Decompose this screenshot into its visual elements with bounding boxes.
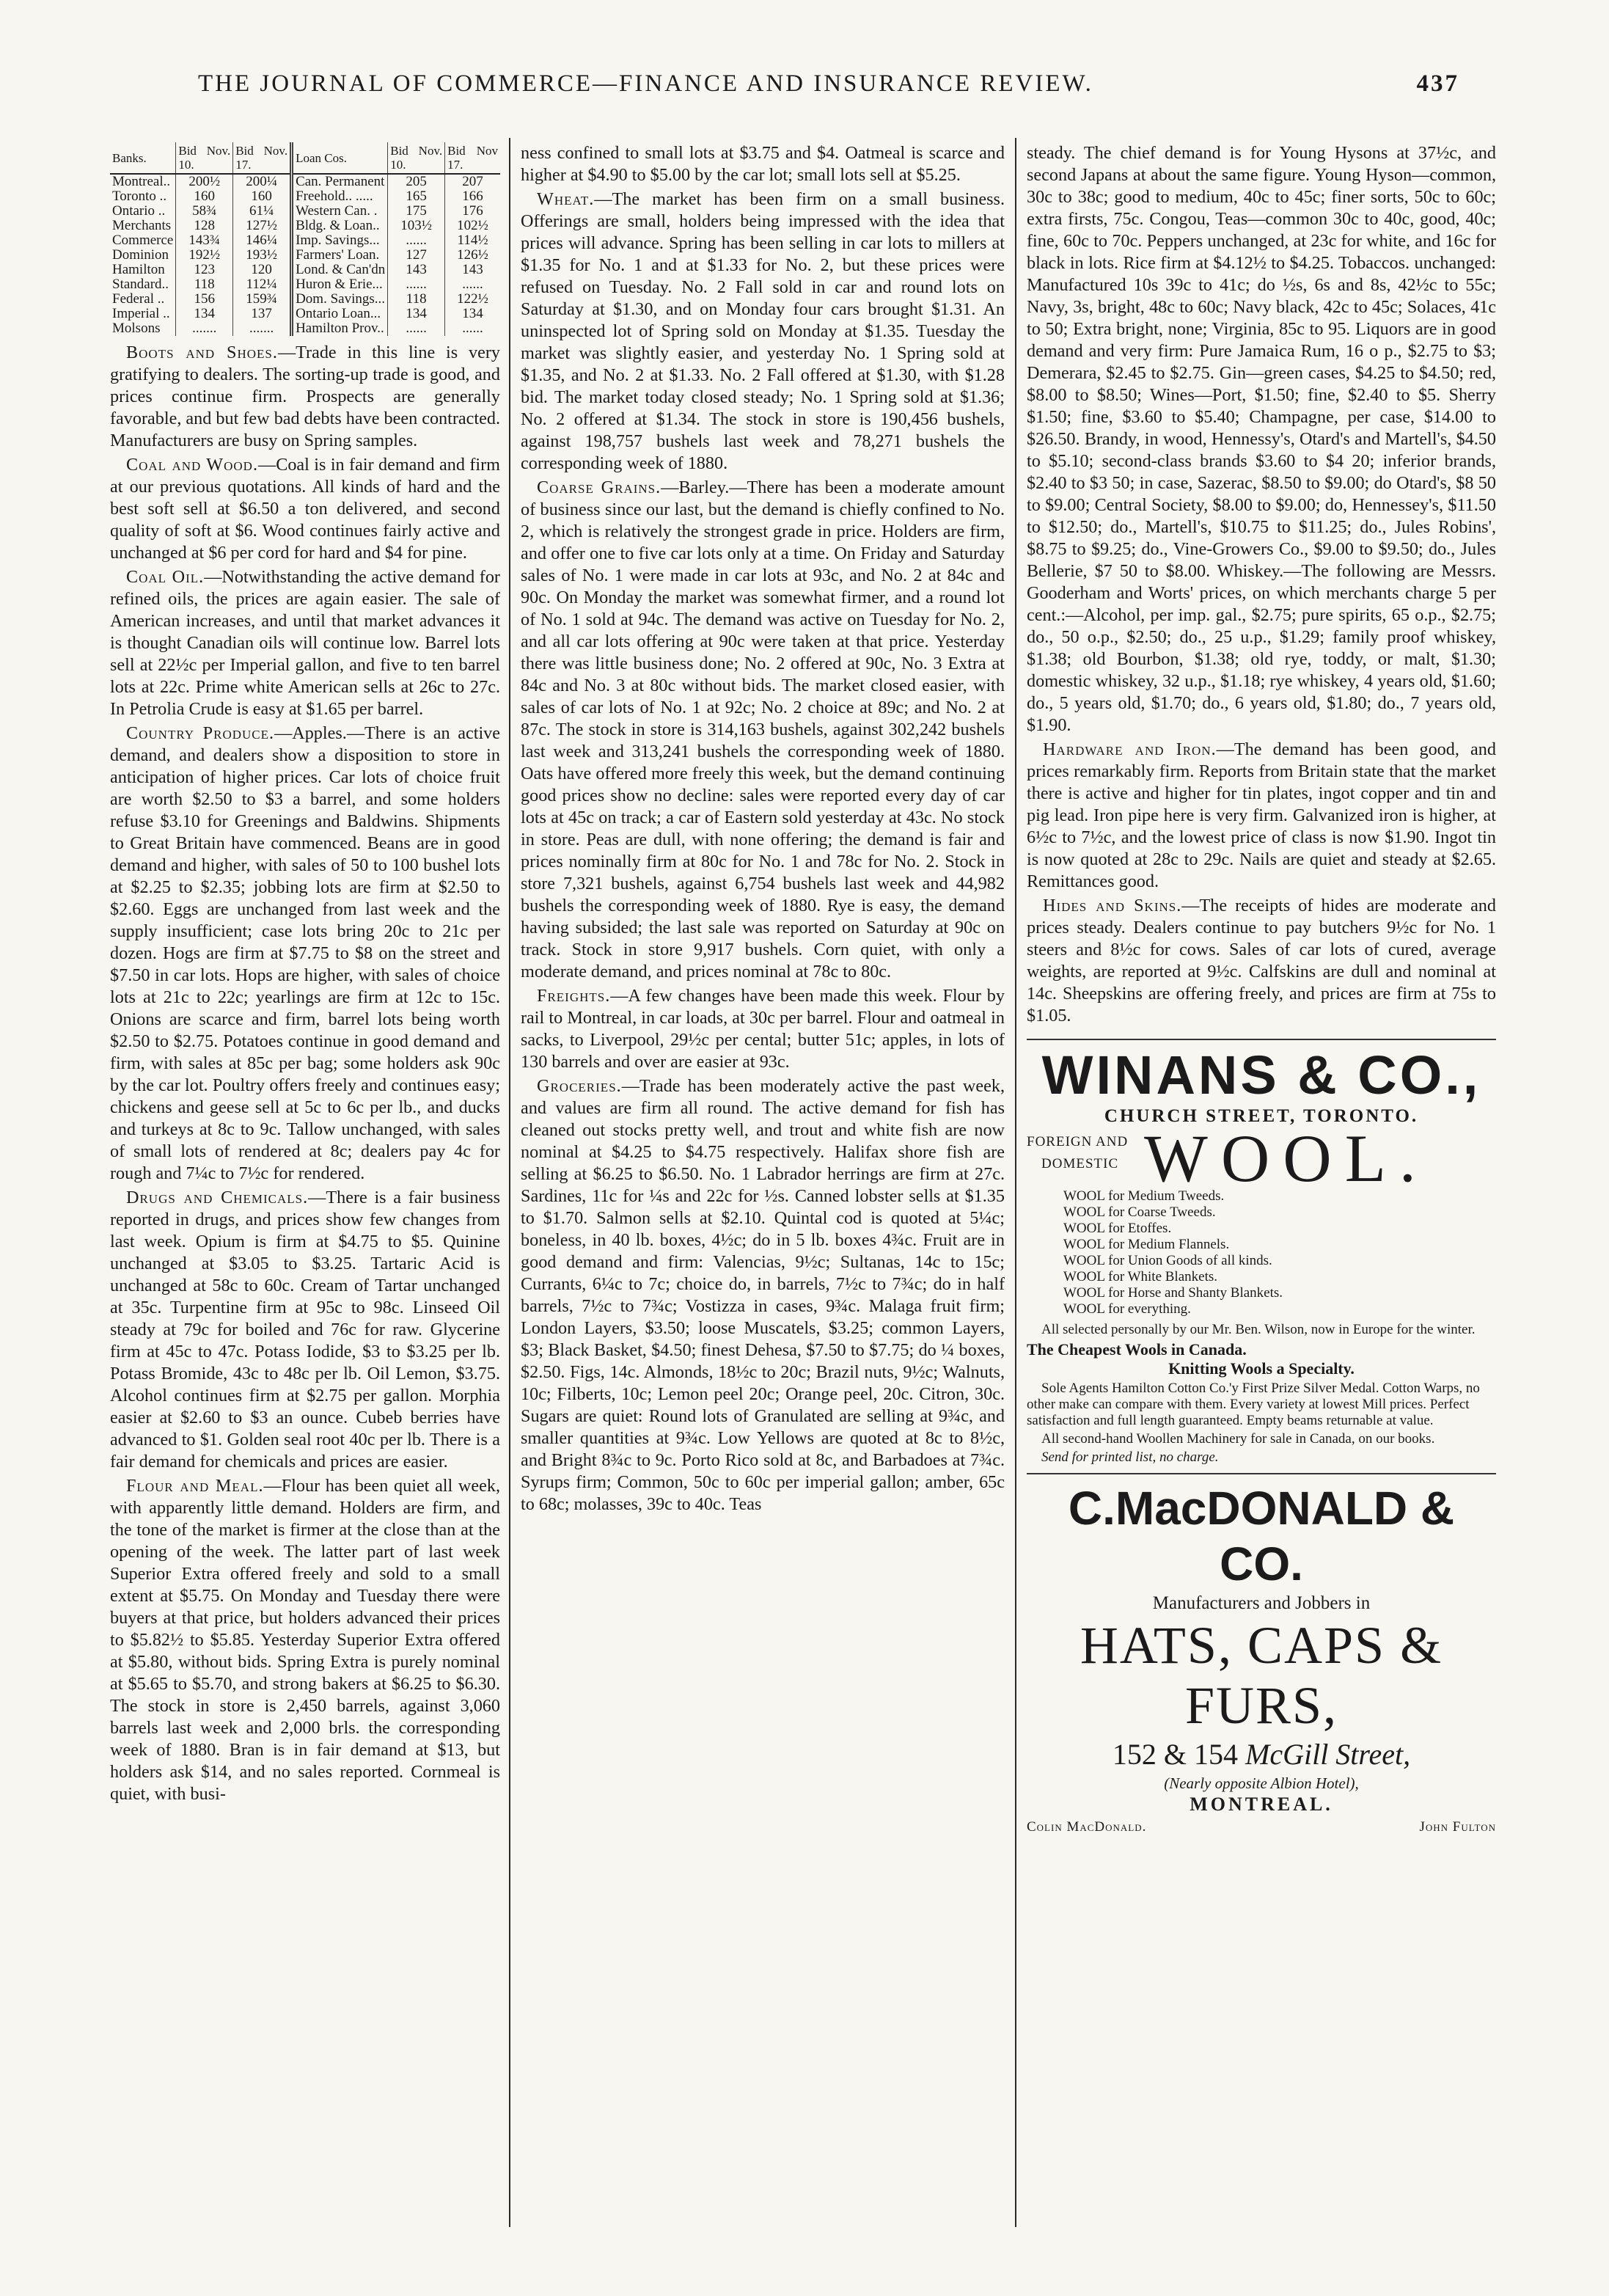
ad-agents: Sole Agents Hamilton Cotton Co.'y First Prize Silver Medal. Cotton Warps, no other make can compare with them. Every variety at lowest Mill prices. Perfect satisfaction and full length guaranteed. Empty beams returnable at value. [1027,1381,1480,1428]
table-cell: 134 [176,307,233,321]
table-cell: Huron & Erie... [292,277,388,292]
page-number: 437 [1416,70,1459,97]
table-cell: Dom. Savings... [292,292,388,307]
column-3 [1027,142,1496,2218]
wool-list [1063,1188,1496,1317]
table-cell: Dominion [112,247,169,263]
ad-street: CHURCH STREET, TORONTO. [1104,1106,1419,1126]
list-item: WOOL for Coarse Tweeds. [1063,1204,1216,1220]
winans-advertisement [1027,1039,1496,1466]
ad-address-number: 152 & 154 [1112,1738,1238,1771]
table-cell: Bldg. & Loan.. [292,219,388,233]
boots-shoes-paragraph: Boots and Shoes.—Trade in this line is very gratifying to dealers. The sorting-up trade is good, and prices continue firm. Prospects are generally favorable, and but few bad debts have been contracted. Manufacturers are busy on Spring samples. [110,343,500,450]
table-cell: 114½ [445,233,500,248]
journal-title: THE JOURNAL OF COMMERCE—FINANCE AND INSURANCE REVIEW. [198,70,1093,97]
table-cell: ....... [176,321,233,336]
drugs-chemicals-paragraph: Drugs and Chemicals.—There is a fair business reported in drugs, and prices show few changes from last week. Opium is firm at $4.75 to $5. Quinine unchanged at $3.05 to $3.25. Tartaric Acid is unchanged at 58c to 60c. Cream of Tartar unchanged at 35c. Turpentine firm at 95c to 98c. Linseed Oil steady at 79c for boiled and 76c for raw. Glycerine firm at 45c to 47c. Potass Iodide, $3 to $3.25 per lb. Potass Bromide, 43c to 48c per lb. Oil Lemon, $3.75. Alcohol continues firm at $2.75 per gallon. Morphia easier at $2.60 to $3 an ounce. Cubeb berries have advanced to $1. Golden seal root 40c per lb. There is a fair demand for chemicals and prices are easier. [110,1188,500,1471]
table-cell: 192½ [176,248,233,263]
col-header: Bid Nov. 10. [388,142,445,174]
ad-firm-name: C.MacDONALD & CO. [1068,1482,1455,1590]
column-2 [521,142,1005,2218]
hides-skins-paragraph: Hides and Skins.—The receipts of hides are moderate and prices steady. Dealers continue to pay butchers 9½c for No. 1 steers and 8½c for cows. Sales of car lots of cured, average weights, are reported at 9½c. Calfskins are dull and nominal at 14c. Sheepskins are offering freely, and prices are firm at 75s to $1.05. [1027,896,1496,1025]
table-cell: Can. Permanent [292,174,388,189]
table-cell: 123 [176,263,233,277]
table-cell: ...... [445,277,500,292]
table-row [110,189,500,204]
table-cell: 118 [176,277,233,292]
table-cell: Ontario Loan... [292,307,388,321]
table-cell: 127½ [233,219,292,233]
ad-cheapest: The Cheapest Wools in Canada. [1027,1340,1247,1359]
table-cell: Freehold.. ..... [292,189,388,204]
table-cell: 128 [176,219,233,233]
table-cell: ...... [388,321,445,336]
table-row [110,263,500,277]
col-header: Loan Cos. [292,142,388,174]
table-cell: 118 [388,292,445,307]
table-cell: Imp. Savings... [292,233,388,248]
table-row [110,174,500,189]
table-cell: Imperial .. [112,306,170,321]
table-cell: 160 [176,189,233,204]
ad-foreign: FOREIGN AND [1027,1134,1129,1149]
hardware-iron-paragraph: Hardware and Iron.—The demand has been good, and prices remarkably firm. Reports from Britain state that the market there is active and higher for tin plates, ingot copper and tin and pig lead. Iron pipe here is very firm. Galvanized iron is higher, at 6½c to 7½c, and the lowest price of class is now $1.90. Ingot tin is now quoted at 28c to 29c. Nails are quiet and steady at $2.65. Remittances good. [1027,739,1496,891]
table-row [110,307,500,321]
ad-firm-name: WINANS & CO., [1041,1045,1481,1105]
wheat-paragraph: Wheat.—The market has been firm on a small business. Offerings are small, holders being impressed with the idea that prices will advance. Spring has been selling in car lots to millers at $1.35 for No. 1 and at $1.33 for No. 2, but these prices were refused on Tuesday. No. 2 Fall sold in car and round lots on Saturday at $1.30, and on Monday four cars brought $1.31. An uninspected lot of Spring sold on Monday at $1.35. Tuesday the market was slightly easier, and yesterday No. 1 Spring sold at $1.35, and No. 2 at $1.33. No. 2 Fall offered at $1.30, with $1.28 bid. The market today closed steady; No. 1 Spring sold at $1.36; No. 2 offered at $1.34. The stock in store is 190,456 bushels, against 198,757 bushels last week and 78,271 bushels the corresponding week of 1880. [521,189,1005,473]
table-row [110,277,500,292]
table-cell: 112¼ [233,277,292,292]
country-produce-paragraph: Country Produce.—Apples.—There is an active demand, and dealers show a disposition to store in anticipation of higher prices. Car lots of choice fruit are worth $2.50 to $3 a barrel, and some holders refuse $3.10 for Greenings and Baldwins. Shipments to Great Britain have commenced. Beans are in good demand and higher, with sales of 50 to 100 bushel lots at $2.25 to $2.35; jobbing lots are firm at $2.50 to $2.60. Eggs are unchanged from last week and the supply insufficient; case lots bring 20c to 21c per dozen. Hogs are firm at $7.75 to $8 on the street and $7.50 in car lots. Hops are higher, with sales of choice lots at 21c to 22c; yearlings are firm at 12c to 15c. Onions are scarce and firm, barrel lots being worth $2.50 to $2.75. Potatoes continue in good demand and firm, with sales at 85c per bag; some holders ask 90c by the car lot. Poultry offers freely and continues easy; chickens and geese sell at 5c to 6c per lb., and ducks and turkeys at 8c to 9c. Tallow unchanged, with sales of small lots of rendered at 8c; dealers pay 4c for rough and 7¼c to 7½c for rendered. [110,723,500,1183]
table-cell: 193½ [233,248,292,263]
table-cell: 102½ [445,219,500,233]
coal-oil-paragraph: Coal Oil.—Notwithstanding the active demand for refined oils, the prices are again easier. The sale of American increases, and until that market advances it is thought Canadian oils will continue low. Barrel lots sell at 22½c per Imperial gallon, and five to ten barrel lots at 22c. Prime white American sells at 26c to 27c. In Petrolia Crude is easy at $1.65 per barrel. [110,567,500,719]
bank-table-header [110,142,500,174]
ad-domestic: DOMESTIC [1041,1156,1119,1171]
continued-paragraph: ness confined to small lots at $3.75 and $4. Oatmeal is scarce and higher at $4.90 to $5.00 by the car lot; small lots sell at $5.25. [521,143,1005,185]
list-item: WOOL for Etoffes. [1063,1221,1172,1236]
table-row [110,248,500,263]
table-cell: 137 [233,307,292,321]
table-cell: ...... [388,233,445,248]
table-cell: 103½ [388,219,445,233]
table-cell: 200½ [176,174,233,189]
coarse-grains-paragraph: Coarse Grains.—Barley.—There has been a moderate amount of business since our last, but the demand is chiefly confined to No. 2, which is relatively the strongest grade in price. Holders are firm, and offer one to five car lots only at a time. On Friday and Saturday sales of No. 1 were made in car lots at 93c, and No. 2 at 84c and 90c. On Monday the market was somewhat firmer, and a round lot of No. 1 sold at 94c. The demand was active on Tuesday for No. 2, and all car lots offering at 90c were taken at that price. Yesterday there was little business done; No. 2 offered at 90c, No. 3 Extra at 84c and No. 3 at 80c without bids. The market closed easier, with sales of car lots of No. 1 at 92c; No. 2 choice at 89c; and No. 2 at 87c. The stock in store is 314,163 bushels, against 302,242 bushels last week and 313,241 bushels the corresponding week of 1880. Oats have offered more freely this week, but the demand continuing good prices show no decline: sales were reported every day of car lots at 45c on track; a car of Eastern sold yesterday at 43c. No stock in store. Peas are dull, with none offering; the demand is fair and prices nominally firm at 80c for No. 1 and 78c for No. 2. Stock in store 7,321 bushels, against 6,754 bushels last week and 44,982 bushels the corresponding week of 1880. Rye is easy, the demand having subsided; the last sale was reported on Saturday at 90c on track. Stock in store 9,917 bushels. Corn quiet, with only a moderate demand, and prices nominal at 78c to 80c. [521,478,1005,981]
list-item: WOOL for Medium Flannels. [1063,1237,1230,1252]
table-cell: 143 [445,263,500,277]
ad-address-street: McGill Street, [1245,1738,1411,1771]
ad-selected-note: All selected personally by our Mr. Ben. Wilson, now in Europe for the winter. [1041,1322,1476,1337]
table-cell: ...... [388,277,445,292]
table-row [110,292,500,307]
ad-send-list: Send for printed list, no charge. [1041,1449,1219,1465]
table-cell: Western Can. . [292,204,388,219]
table-cell: ....... [233,321,292,336]
table-cell: 207 [445,174,500,189]
ad-right-name: John Fulton [1419,1819,1496,1835]
table-cell: 143¾ [176,233,233,248]
table-cell: 175 [388,204,445,219]
bank-stock-table [110,142,500,336]
coal-wood-paragraph: Coal and Wood.—Coal is in fair demand and firm at our previous quotations. All kinds of hard and the best soft sell at $6.50 a ton delivered, and second quality of soft at $6. Wood continues fairly active and unchanged at $6 per cord for hard and $4 for pine. [110,455,500,563]
table-cell: Toronto .. [112,189,167,204]
groceries-paragraph: Groceries.—Trade has been moderately active the past week, and values are firm all round. The active demand for fish has cleaned out stocks pretty well, and trout and white fish are now nominal at $4.25 to $4.75 respectively. Halifax shore fish are selling at $6.25 to $6.50. No. 1 Labrador herrings are firm at 27c. Sardines, 11c for ¼s and 22c for ½s. Canned lobster sells at $1.35 to $1.70. Salmon sells at $2.10. Quintal cod is quoted at 5¼c; boneless, in 40 lb. boxes, 4½c; do in 5 lb. boxes 4¾c. Fruit are in good demand and firm: Valencias, 9½c; Sultanas, 14c to 15c; Currants, 6¼c to 7c; choice do, in barrels, 7½c to 7¾c; do in half barrels, 7½c to 7¾c; Vostizza in cases, 9¾c. Malaga fruit firm; London Layers, $3.50; loose Muscatels, $3.25; common Layers, $3; Black Basket, $4.50; finest Dehesa, $7.50 to $7.75; do ¼ boxes, $2.50. Figs, 14c. Almonds, 18½c to 20c; Brazil nuts, 9½c; Walnuts, 10c; Filberts, 10c; Lemon peel 20c; Orange peel, 20c. Citron, 30c. Sugars are quiet: Round lots of Granulated are selling at 9¾c, and smaller quantities at 9¾c. Low Yellows are quoted at 8c to 8½c, and Bright 8¾c to 9c. Porto Rico sold at 8c, and Barbadoes at 7¾c. Syrups firm; Common, 50c to 60c per imperial gallon; amber, 65c to 68c; molasses, 39c to 40c. Teas [521,1076,1005,1514]
ad-knitting: Knitting Wools a Specialty. [1168,1359,1355,1378]
col-header: Bid Nov. 17. [233,142,292,174]
table-cell: 159¾ [233,292,292,307]
table-cell: Molsons [112,321,161,336]
column-rule-2 [1015,138,1016,2227]
freights-paragraph: Freights.—A few changes have been made this week. Flour by rail to Montreal, in car loads, at 30c per barrel. Flour and oatmeal in sacks, to Liverpool, 29½c per cental; butter 51c; apples, in lots of 130 barrels and over are easier at 93c. [521,986,1005,1072]
table-cell: 143 [388,263,445,277]
list-item: WOOL for Union Goods of all kinds. [1063,1253,1272,1268]
table-cell: Merchants [112,218,172,233]
ad-near-note: (Nearly opposite Albion Hotel), [1164,1774,1359,1792]
continued-paragraph: steady. The chief demand is for Young Hysons at 37½c, and second Japans at about the same figure. Young Hyson—common, 30c to 38c; good to medium, 40c to 45c; finer sorts, 50c to 60c; extra firsts, 75c. Congou, Teas—common 30c to 40c, good, 40c; fine, 60c to 70c. Peppers unchanged, at 23c for white, and 16c for black in lots. Rice firm at $4.12½ to $4.25. Tobaccos. unchanged: Manufactured 10s 39c to 41c; do ½s, 6s and 8s, 42½c to 55c; Navy, 3s, bright, 48c to 60c; Navy black, 42c to 45c; Solaces, 41c to 50; Extra bright, none; Virginia, 85c to 95. Liquors are in good demand and very firm: Pure Jamaica Rum, 16 o p., $2.75 to $3; Demerara, $2.45 to $2.75. Gin—green cases, $4.25 to $4.50; red, $8.00 to $8.50; Wines—Port, $1.50; fine, $2.40 to $5. Sherry $1.50; fine, $3.60 to $5.40; Champagne, per case, $14.00 to $26.50. Brandy, in wood, Hennessy's, Otard's and Martell's, $4.50 to $5.10; second-class brands $3.60 to $4 20; inferior brands, $2.40 to $3 50; in case, Sazerac, $8.50 to $9.00; do Otard's, $8 50 to $9.00; Central Society, $8.00 to $9.00; do, Hennessey's, $11.50 to $12.50; do., Martell's, $10.75 to $11.25; do., Jules Robins', $8.75 to $9.25; do., Vine-Growers Co., $9.00 to $9.50; do., Jules Bellerie, $7 50 to $8.00. Whiskey.—The following are Messrs. Gooderham and Worts' prices, on which merchants charge 5 per cent.:—Alcohol, per imp. gal., $2.75; pure spirits, 65 o.p., $2.75; do., 50 o.p., $2.50; do., 25 u.p., $1.29; family proof whiskey, $1.38; old Bourbon, $1.38; old rye, toddy, or malt, $1.30; domestic whiskey, 32 u.p., $1.18; rye whiskey, 4 years old, $1.60; do., 5 years old, $1.70; do., 6 years old, $1.80; do., 7 years old, $1.90. [1027,143,1496,735]
list-item: WOOL for Medium Tweeds. [1063,1188,1225,1204]
col-header: Bid Nov. 10. [176,142,233,174]
table-cell: 166 [445,189,500,204]
flour-meal-paragraph: Flour and Meal.—Flour has been quiet all week, with apparently little demand. Holders are firm, and the tone of the market is firmer at the close than at the opening of the week. The latter part of last week Superior Extra offered freely and sold to a small extent at $5.75. On Monday and Tuesday there were buyers at that price, but holders advanced their prices to $5.82½ to $5.85. Yesterday Superior Extra offered at $5.80, without bids. Spring Extra is purely nominal at $5.65 to $5.70, and strong bakers at $6.25 to $6.30. The stock in store is 2,450 barrels, against 3,060 barrels last week and 2,000 brls. the corresponding week of 1880. Bran is in fair demand at $13, but holders ask $14, and no sales reported. Cornmeal is quiet, with busi- [110,1476,500,1804]
table-cell: ...... [445,321,500,336]
macdonald-advertisement [1027,1473,1496,1837]
list-item: WOOL for Horse and Shanty Blankets. [1063,1285,1283,1301]
table-cell: Commerce [112,233,174,248]
column-rule-1 [509,138,510,2227]
table-cell: 127 [388,248,445,263]
table-cell: 165 [388,189,445,204]
table-row [110,321,500,336]
table-row [110,204,500,219]
table-cell: 126½ [445,248,500,263]
table-cell: Federal .. [112,291,165,307]
table-cell: Hamilton Prov.. [292,321,388,336]
table-cell: 134 [388,307,445,321]
col-header: Banks. [110,142,176,174]
table-cell: 200¼ [233,174,292,189]
table-cell: Standard.. [112,277,169,292]
table-cell: Lond. & Can'dn [292,263,388,277]
table-cell: 61¼ [233,204,292,219]
ad-address [1027,1736,1496,1774]
table-row [110,219,500,233]
ad-secondhand: All second-hand Woollen Machinery for sale in Canada, on our books. [1041,1431,1435,1447]
table-cell: 156 [176,292,233,307]
ad-wool-headline: WOOL. [1144,1121,1429,1196]
table-cell: 122½ [445,292,500,307]
table-cell: Farmers' Loan. [292,248,388,263]
table-cell: Montreal.. [112,174,171,189]
table-row [110,233,500,248]
table-cell: Hamilton [112,262,165,277]
table-cell: 176 [445,204,500,219]
ad-city: MONTREAL. [1190,1794,1333,1815]
ad-left-name: Colin MacDonald. [1027,1819,1147,1835]
page-header [198,70,1459,103]
table-cell: 58¾ [176,204,233,219]
ad-manufacturers: Manufacturers and Jobbers in [1152,1593,1371,1613]
table-cell: 134 [445,307,500,321]
col-header: Bid Nov 17. [445,142,500,174]
column-1 [110,142,500,2218]
table-cell: 146¼ [233,233,292,248]
table-cell: 205 [388,174,445,189]
table-cell: Ontario .. [112,203,166,219]
table-cell: 160 [233,189,292,204]
ad-hats-caps-furs: HATS, CAPS & FURS, [1080,1616,1443,1735]
table-cell: 120 [233,263,292,277]
list-item: WOOL for everything. [1063,1301,1191,1317]
list-item: WOOL for White Blankets. [1063,1269,1218,1284]
